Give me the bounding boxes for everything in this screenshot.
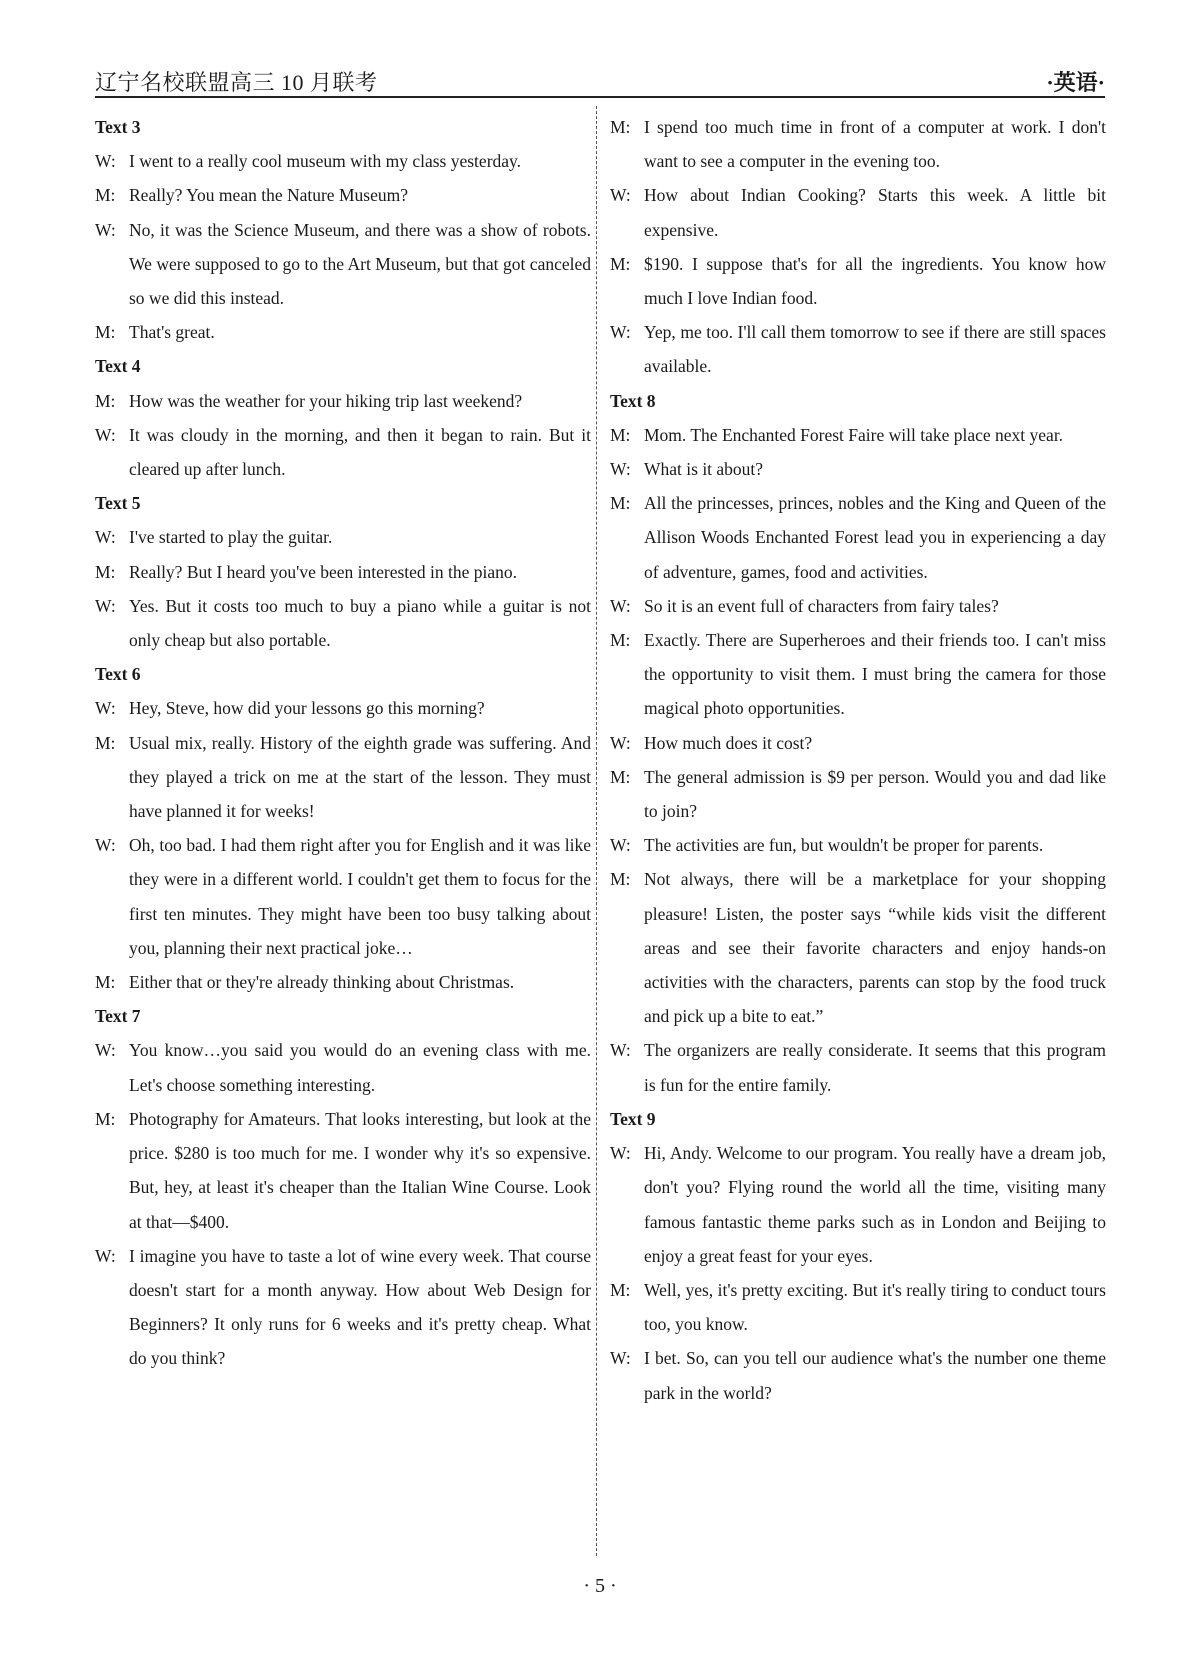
left-column [95, 110, 591, 1376]
speaker-label: W: [610, 595, 631, 616]
dialogue-line [95, 1239, 591, 1376]
speaker-label: W: [610, 835, 631, 856]
dialogue-text: Photography for Amateurs. That looks interesting, but look at the price. $280 is too much for me. I wonder why it's so expensive. But, hey, at least it's cheaper than the Italian Wine Course. Look at that—$400. [129, 1108, 591, 1232]
dialogue-text: It was cloudy in the morning, and then it began to rain. But it cleared up after lunch. [129, 424, 591, 480]
dialogue-line [95, 691, 591, 725]
speaker-label: M: [610, 253, 631, 274]
page-header [95, 62, 1105, 98]
speaker-label: M: [95, 390, 116, 411]
dialogue-line [610, 1136, 1106, 1273]
speaker-label: W: [95, 1040, 116, 1061]
dialogue-text: Really? You mean the Nature Museum? [129, 185, 408, 206]
section-title: Text 6 [95, 664, 141, 685]
dialogue-text: Either that or they're already thinking about Christmas. [129, 972, 515, 993]
speaker-label: M: [610, 117, 631, 137]
dialogue-line [95, 589, 591, 657]
dialogue-text: I bet. So, can you tell our audience what's the number one theme park in the world? [644, 1348, 1106, 1403]
dialogue-line [95, 965, 591, 999]
speaker-label: M: [95, 972, 116, 993]
speaker-label: W: [610, 732, 631, 753]
dialogue-line [610, 589, 1106, 623]
dialogue-line [95, 178, 591, 212]
dialogue-line [610, 1033, 1106, 1101]
dialogue-text: I went to a really cool museum with my class yesterday. [129, 151, 522, 172]
dialogue-line [610, 247, 1106, 315]
speaker-label: W: [95, 151, 116, 172]
dialogue-line [95, 144, 591, 178]
dialogue-text: The general admission is $9 per person. Would you and dad like to join? [644, 766, 1106, 822]
speaker-label: M: [610, 1279, 631, 1300]
speaker-label: W: [95, 595, 116, 616]
exam-title: 辽宁名校联盟高三 10 月联考 [95, 70, 378, 95]
dialogue-text: Exactly. There are Superheroes and their friends too. I can't miss the opportunity to visit them. I must bring the camera for those magical photo opportunities. [644, 630, 1106, 719]
dialogue-text: Hey, Steve, how did your lessons go this morning? [129, 698, 485, 719]
dialogue-text: That's great. [129, 322, 215, 343]
dialogue-line [95, 418, 591, 486]
speaker-label: W: [610, 322, 631, 343]
speaker-label: M: [95, 1108, 116, 1129]
dialogue-line [610, 178, 1106, 246]
speaker-label: M: [610, 493, 631, 514]
speaker-label: W: [95, 424, 116, 445]
speaker-label: M: [95, 732, 116, 753]
speaker-label: W: [95, 527, 116, 548]
dialogue-line [95, 726, 591, 829]
page-number: · 5 · [583, 1575, 617, 1597]
dialogue-text: I imagine you have to taste a lot of wine every week. That course doesn't start for a month anyway. How about Web Design for Beginners? It only runs for 6 weeks and it's pretty cheap. What do you think? [129, 1245, 591, 1369]
dialogue-text: How was the weather for your hiking trip last weekend? [129, 390, 523, 411]
dialogue-line [95, 1033, 591, 1101]
dialogue-line [610, 862, 1106, 1033]
dialogue-line [610, 486, 1106, 589]
dialogue-text: Oh, too bad. I had them right after you for English and it was like they were in a different world. I couldn't get them to focus for the first ten minutes. They might have been too busy talking about you, planning their next practical joke… [129, 835, 591, 958]
subject-label: ·英语· [1046, 70, 1105, 95]
dialogue-line [95, 828, 591, 965]
speaker-label: W: [95, 1245, 116, 1266]
dialogue-text: The organizers are really considerate. It seems that this program is fun for the entire family. [644, 1040, 1106, 1095]
speaker-label: W: [610, 185, 631, 206]
dialogue-line [610, 623, 1106, 726]
speaker-label: W: [95, 219, 116, 240]
dialogue-line [95, 1102, 591, 1239]
dialogue-line [610, 1341, 1106, 1409]
dialogue-text: Mom. The Enchanted Forest Faire will take place next year. [644, 424, 1064, 445]
column-divider [596, 106, 597, 1556]
dialogue-line [610, 726, 1106, 760]
section-title: Text 8 [610, 390, 656, 411]
section-title: Text 3 [95, 117, 141, 137]
dialogue-line [95, 384, 591, 418]
dialogue-text: So it is an event full of characters from fairy tales? [644, 595, 999, 616]
right-column [610, 110, 1106, 1410]
dialogue-text: $190. I suppose that's for all the ingredients. You know how much I love Indian food. [644, 253, 1106, 309]
dialogue-text: What is it about? [644, 459, 764, 480]
dialogue-text: No, it was the Science Museum, and there was a show of robots. We were supposed to go to the Art Museum, but that got canceled so we did this instead. [129, 219, 591, 309]
dialogue-line [95, 520, 591, 554]
section-title: Text 7 [95, 1006, 141, 1027]
speaker-label: W: [95, 835, 116, 856]
dialogue-line [610, 1273, 1106, 1341]
dialogue-text: How much does it cost? [644, 732, 813, 753]
speaker-label: W: [610, 1040, 631, 1061]
dialogue-text: Yep, me too. I'll call them tomorrow to see if there are still spaces available. [644, 322, 1106, 377]
dialogue-text: The activities are fun, but wouldn't be proper for parents. [644, 835, 1044, 856]
dialogue-text: I spend too much time in front of a computer at work. I don't want to see a computer in the evening too. [644, 117, 1106, 172]
dialogue-line [610, 452, 1106, 486]
dialogue-text: Really? But I heard you've been interested in the piano. [129, 561, 518, 582]
speaker-label: W: [610, 1143, 631, 1164]
dialogue-line [610, 315, 1106, 383]
dialogue-text: Not always, there will be a marketplace for your shopping pleasure! Listen, the poster says “while kids visit the different areas and see their favorite characters and enjoy hands-on activities with the characters, parents can stop by the food truck and pick up a bite to eat.” [644, 869, 1106, 1027]
dialogue-line [95, 315, 591, 349]
dialogue-text: Usual mix, really. History of the eighth grade was suffering. And they played a trick on me at the start of the lesson. They must have planned it for weeks! [129, 732, 591, 822]
speaker-label: W: [610, 459, 631, 480]
speaker-label: M: [610, 766, 631, 787]
dialogue-line [610, 828, 1106, 862]
speaker-label: M: [95, 561, 116, 582]
speaker-label: M: [95, 322, 116, 343]
section-title: Text 5 [95, 493, 141, 514]
dialogue-text: Well, yes, it's pretty exciting. But it's really tiring to conduct tours too, you know. [644, 1279, 1106, 1335]
speaker-label: W: [610, 1348, 631, 1369]
speaker-label: M: [610, 869, 631, 890]
speaker-label: M: [610, 424, 631, 445]
dialogue-line [610, 760, 1106, 828]
dialogue-line [610, 418, 1106, 452]
dialogue-text: All the princesses, princes, nobles and the King and Queen of the Allison Woods Enchanted Forest lead you in experiencing a day of adventure, games, food and activities. [644, 493, 1106, 582]
dialogue-line [610, 110, 1106, 178]
dialogue-text: Yes. But it costs too much to buy a piano while a guitar is not only cheap but also portable. [129, 595, 591, 651]
speaker-label: W: [95, 698, 116, 719]
section-title: Text 4 [95, 356, 141, 377]
dialogue-line [95, 555, 591, 589]
dialogue-text: How about Indian Cooking? Starts this week. A little bit expensive. [644, 185, 1106, 240]
speaker-label: M: [95, 185, 116, 206]
dialogue-line [95, 213, 591, 316]
speaker-label: M: [610, 630, 631, 651]
section-title: Text 9 [610, 1108, 656, 1129]
dialogue-text: I've started to play the guitar. [129, 527, 333, 548]
dialogue-text: You know…you said you would do an evening class with me. Let's choose something interesting. [129, 1040, 591, 1095]
dialogue-text: Hi, Andy. Welcome to our program. You really have a dream job, don't you? Flying round the world all the time, visiting many famous fantastic theme parks such as in London and Beijing to enjoy a great feast for your eyes. [644, 1143, 1106, 1266]
